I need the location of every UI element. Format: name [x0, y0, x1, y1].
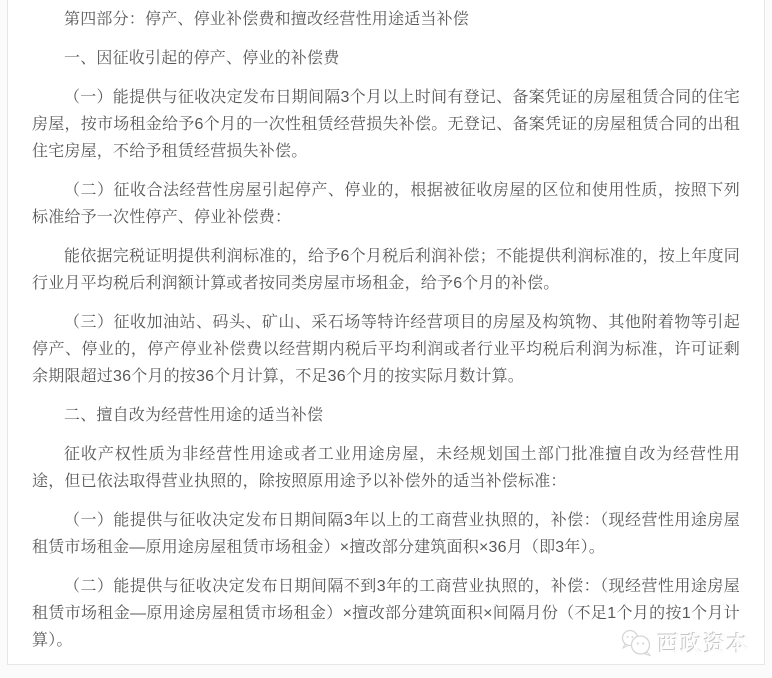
paragraph-body: （二）能提供与征收决定发布日期间隔不到3年的工商营业执照的，补偿：（现经营性用途房屋租赁市场租金—原用途房屋租赁市场租金）×擅改部分建筑面积×间隔月份（不足1个月的按1个月计算）。: [32, 578, 740, 649]
paragraph-heading-1: 一、因征收引起的停产、停业的补偿费: [64, 50, 340, 67]
paragraph-body: （一）能提供与征收决定发布日期间隔3个月以上时间有登记、备案凭证的房屋租赁合同的住宅房屋，按市场租金给予6个月的一次性租赁经营损失补偿。无登记、备案凭证的房屋租赁合同的出租住宅房屋，不给予租赁经营损失补偿。: [32, 89, 740, 160]
paragraph-body: 能依据完税证明提供利润标准的，给予6个月税后利润补偿；不能提供利润标准的，按上年度同行业月平均税后利润额计算或者按同类房屋市场租金，给予6个月的补偿。: [32, 248, 740, 292]
paragraph-body: （三）征收加油站、码头、矿山、采石场等特许经营项目的房屋及构筑物、其他附着物等引起停产、停业的，停产停业补偿费以经营期内税后平均利润或者行业平均税后利润为标准，许可证剩余期限超过36个月的按36个月计算，不足36个月的按实际月数计算。: [32, 314, 740, 385]
watermark-text: 西政资本: [658, 633, 750, 656]
paragraph-body: （二）征收合法经营性房屋引起停产、停业的，根据被征收房屋的区位和使用性质，按照下列标准给予一次性停产、停业补偿费：: [32, 182, 740, 226]
article-content: [32, 6, 740, 654]
paragraph-body: （一）能提供与征收决定发布日期间隔3年以上的工商营业执照的，补偿：（现经营性用途房屋租赁市场租金—原用途房屋租赁市场租金）×擅改部分建筑面积×36月（即3年）。: [32, 512, 740, 556]
paragraph-section-title: 第四部分：停产、停业补偿费和擅改经营性用途适当补偿: [64, 11, 470, 28]
paragraph-body: 征收产权性质为非经营性用途或者工业用途房屋，未经规划国土部门批准擅自改为经营性用途，但已依法取得营业执照的，除按照原用途予以补偿外的适当补偿标准：: [32, 446, 740, 490]
article-container: [7, 0, 765, 665]
paragraph-heading-2: 二、擅自改为经营性用途的适当补偿: [64, 407, 324, 424]
